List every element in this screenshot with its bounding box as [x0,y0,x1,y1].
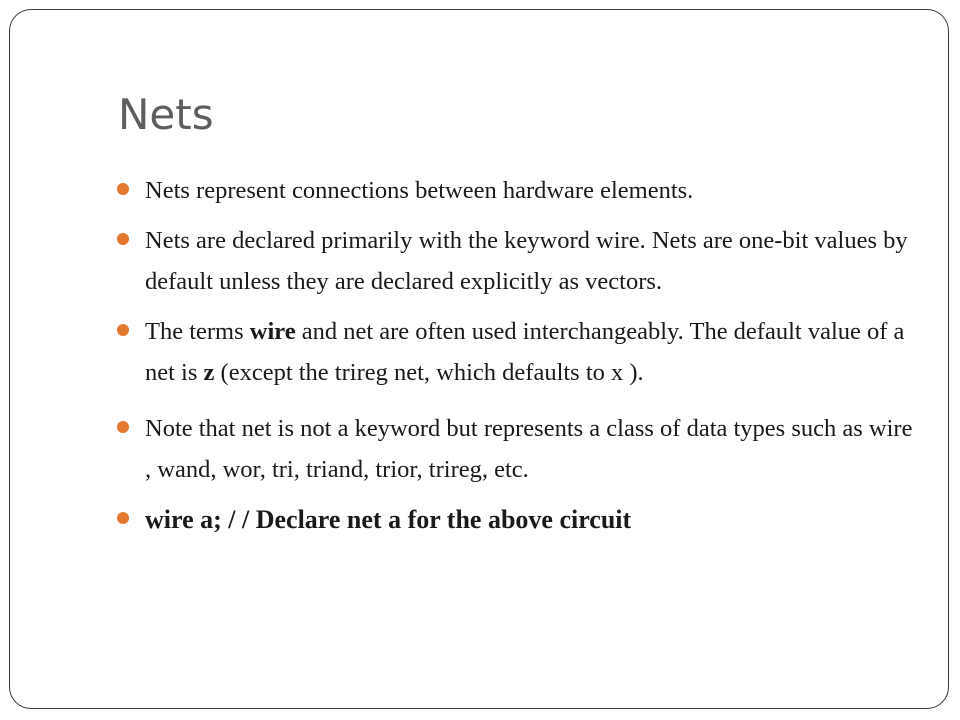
keyword-wire: wire [249,318,296,345]
bullet-item [117,311,917,393]
slide-title: Nets [118,90,214,139]
bullet-text-part: (except the trireg net, which defaults to x ). [214,359,644,386]
bullet-text-part: The terms [145,318,250,345]
bullet-dot-icon [117,183,129,195]
bullet-text-part: and net are often used interchangeably. The default value of a net is [145,318,905,386]
bullet-dot-icon [117,233,129,245]
bullet-item [117,170,917,211]
bullet-text: Note that net is not a keyword but represents a class of data types such as wire , wand, wor, tri, triand, trior, trireg, etc. [145,415,913,483]
bullet-dot-icon [117,512,129,524]
slide-frame [9,9,949,709]
bullet-text: Nets represent connections between hardware elements. [145,177,694,204]
bullet-text: Nets are declared primarily with the keyword wire. Nets are one-bit values by default unless they are declared explicitly as vectors. [145,227,908,295]
bullet-item [117,220,917,302]
bullet-dot-icon [117,324,129,336]
code-example: wire a; / / Declare net a for the above circuit [145,505,632,534]
bullet-dot-icon [117,421,129,433]
bullet-item [117,499,917,541]
keyword-z: z [203,359,215,386]
bullet-item [117,408,917,490]
bullet-list [117,170,917,550]
